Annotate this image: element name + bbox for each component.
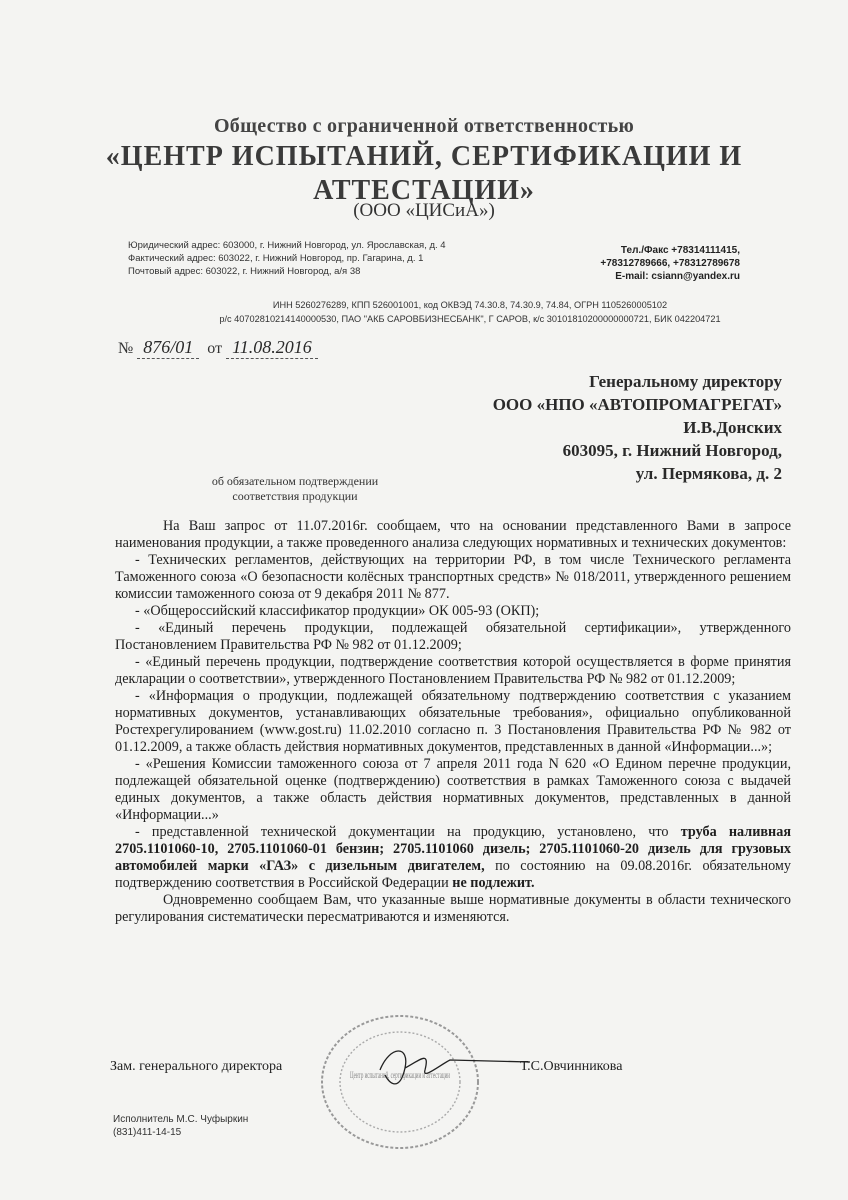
body-paragraph-conclusion [115,824,791,892]
executor-name: Исполнитель М.С. Чуфыркин [113,1114,249,1125]
outgoing-date: 11.08.2016 [232,337,312,357]
actual-address: Фактический адрес: 603022, г. Нижний Новгород, пр. Гагарина, д. 1 [128,253,424,264]
body-paragraph: - «Решения Комиссии таможенного союза от 7 апреля 2011 года N 620 «О Едином перечне продукции, подлежащей обязательной оценке (подтверждению) соответствия в рамках Таможенного союза с выдачей единых документов, а также область действия нормативных документов, представленных в данной «Информации...» [115,756,791,823]
letterhead-org-name [0,140,848,208]
postal-address: Почтовый адрес: 603022, г. Нижний Новгород, а/я 38 [128,266,361,277]
letterhead-org-form: Общество с ограниченной ответственностью [213,115,635,137]
product-name: труба наливная 2705.1101060-10, 2705.1101060-01 бензин; 2705.1101060 дизель; 2705.1101060-20 дизель для грузовых автомобилей марки «ГАЗ» с дизельным двигателем, [115,824,791,874]
recipient-name: И.В.Донских [683,418,782,437]
body-paragraph: - «Единый перечень продукции, подтверждение соответствия которой осуществляется в форме принятия декларации о соответствии», утвержденного Постановлением Правительства РФ № 982 от 01.12.2009; [115,654,791,687]
letterhead-org-name-line2: АТТЕСТАЦИИ» [313,175,535,206]
address-block [128,239,446,278]
body-paragraph: - «Единый перечень продукции, подлежащей обязательной сертификации», утвержденного Постановлением Правительства РФ № 982 от 01.12.2009; [115,620,791,653]
date-label: от [207,340,223,357]
recipient-city: 603095, г. Нижний Новгород, [562,441,782,460]
email: E-mail: csiann@yandex.ru [615,271,740,282]
recipient-company: ООО «НПО «АВТОПРОМАГРЕГАТ» [492,395,782,414]
requisites-line1: ИНН 5260276289, КПП 526001001, код ОКВЭД 74.30.8, 74.30.9, 74.84, ОГРН 1105260005102 [272,300,668,310]
contacts-block [560,244,740,283]
recipient-position: Генеральному директору [589,372,782,391]
bank-requisites [150,298,790,326]
legal-address: Юридический адрес: 603000, г. Нижний Новгород, ул. Ярославская, д. 4 [128,240,446,251]
letterhead-org-name-line1: «ЦЕНТР ИСПЫТАНИЙ, СЕРТИФИКАЦИИ И [105,141,743,172]
subject-line1: об обязательном подтверждении [211,474,379,488]
outgoing-number: 876/01 [143,337,194,357]
letter-subject [190,474,400,504]
stamp-text: Центр испытаний, сертификации и аттестации [350,1070,451,1080]
letter-body [115,518,791,926]
phone-fax-1: Тел./Факс +78314111415, [620,245,740,256]
body-paragraph: - «Общероссийский классификатор продукции» ОК 005-93 (ОКП); [135,603,540,619]
handwritten-signature [370,1040,540,1090]
executor-phone: (831)411-14-15 [113,1127,182,1138]
recipient-street: ул. Пермякова, д. 2 [635,464,782,483]
conclusion-verdict: не подлежит. [452,875,535,891]
body-paragraph: На Ваш запрос от 11.07.2016г. сообщаем, что на основании представленного Вами в запросе наименования продукции, а также проведенного анализа следующих нормативных и технических документов: [115,518,791,551]
body-paragraph: Одновременно сообщаем Вам, что указанные выше нормативные документы в области технического регулирования систематически пересматриваются и изменяются. [115,892,791,925]
conclusion-text-a: - представленной технической документации на продукцию, установлено, что [135,824,681,840]
phone-fax-2: +78312789666, +78312789678 [600,258,740,269]
signer-position: Зам. генерального директора [110,1059,283,1074]
executor-block [113,1113,248,1139]
number-label: № [118,340,134,357]
letterhead-short-name: (ООО «ЦИСиА») [353,200,495,221]
conclusion-text-c: по состоянию на 09.08.2016г. обязательному подтверждению соответствия в Российской Федерации [115,858,791,891]
subject-line2: соответствия продукции [232,489,358,503]
recipient-block [493,370,782,485]
body-paragraph: - Технических регламентов, действующих на территории РФ, в том числе Технического регламента Таможенного союза «О безопасности колёсных транспортных средств» № 018/2011, утвержденного решением комиссии таможенного союза от 9 декабря 2011 № 877. [115,552,791,602]
body-paragraph: - «Информация о продукции, подлежащей обязательному подтверждению соответствия с указанием нормативных документов, устанавливающих обязательные требования», официально опубликованной Ростехрегулированием (www.gost.ru) 11.02.2010 согласно п. 3 Постановления Правительства РФ № 982 от 01.12.2009, а также область действия нормативных документов, представленных в данной «Информации...»; [115,688,791,755]
outgoing-number-line [118,337,318,359]
requisites-line2: р/с 40702810214140000530, ПАО "АКБ САРОВБИЗНЕСБАНК", Г САРОВ, к/с 30101810200000000721, БИК 042204721 [219,314,721,324]
signer-name: Т.С.Овчинникова [520,1059,623,1074]
